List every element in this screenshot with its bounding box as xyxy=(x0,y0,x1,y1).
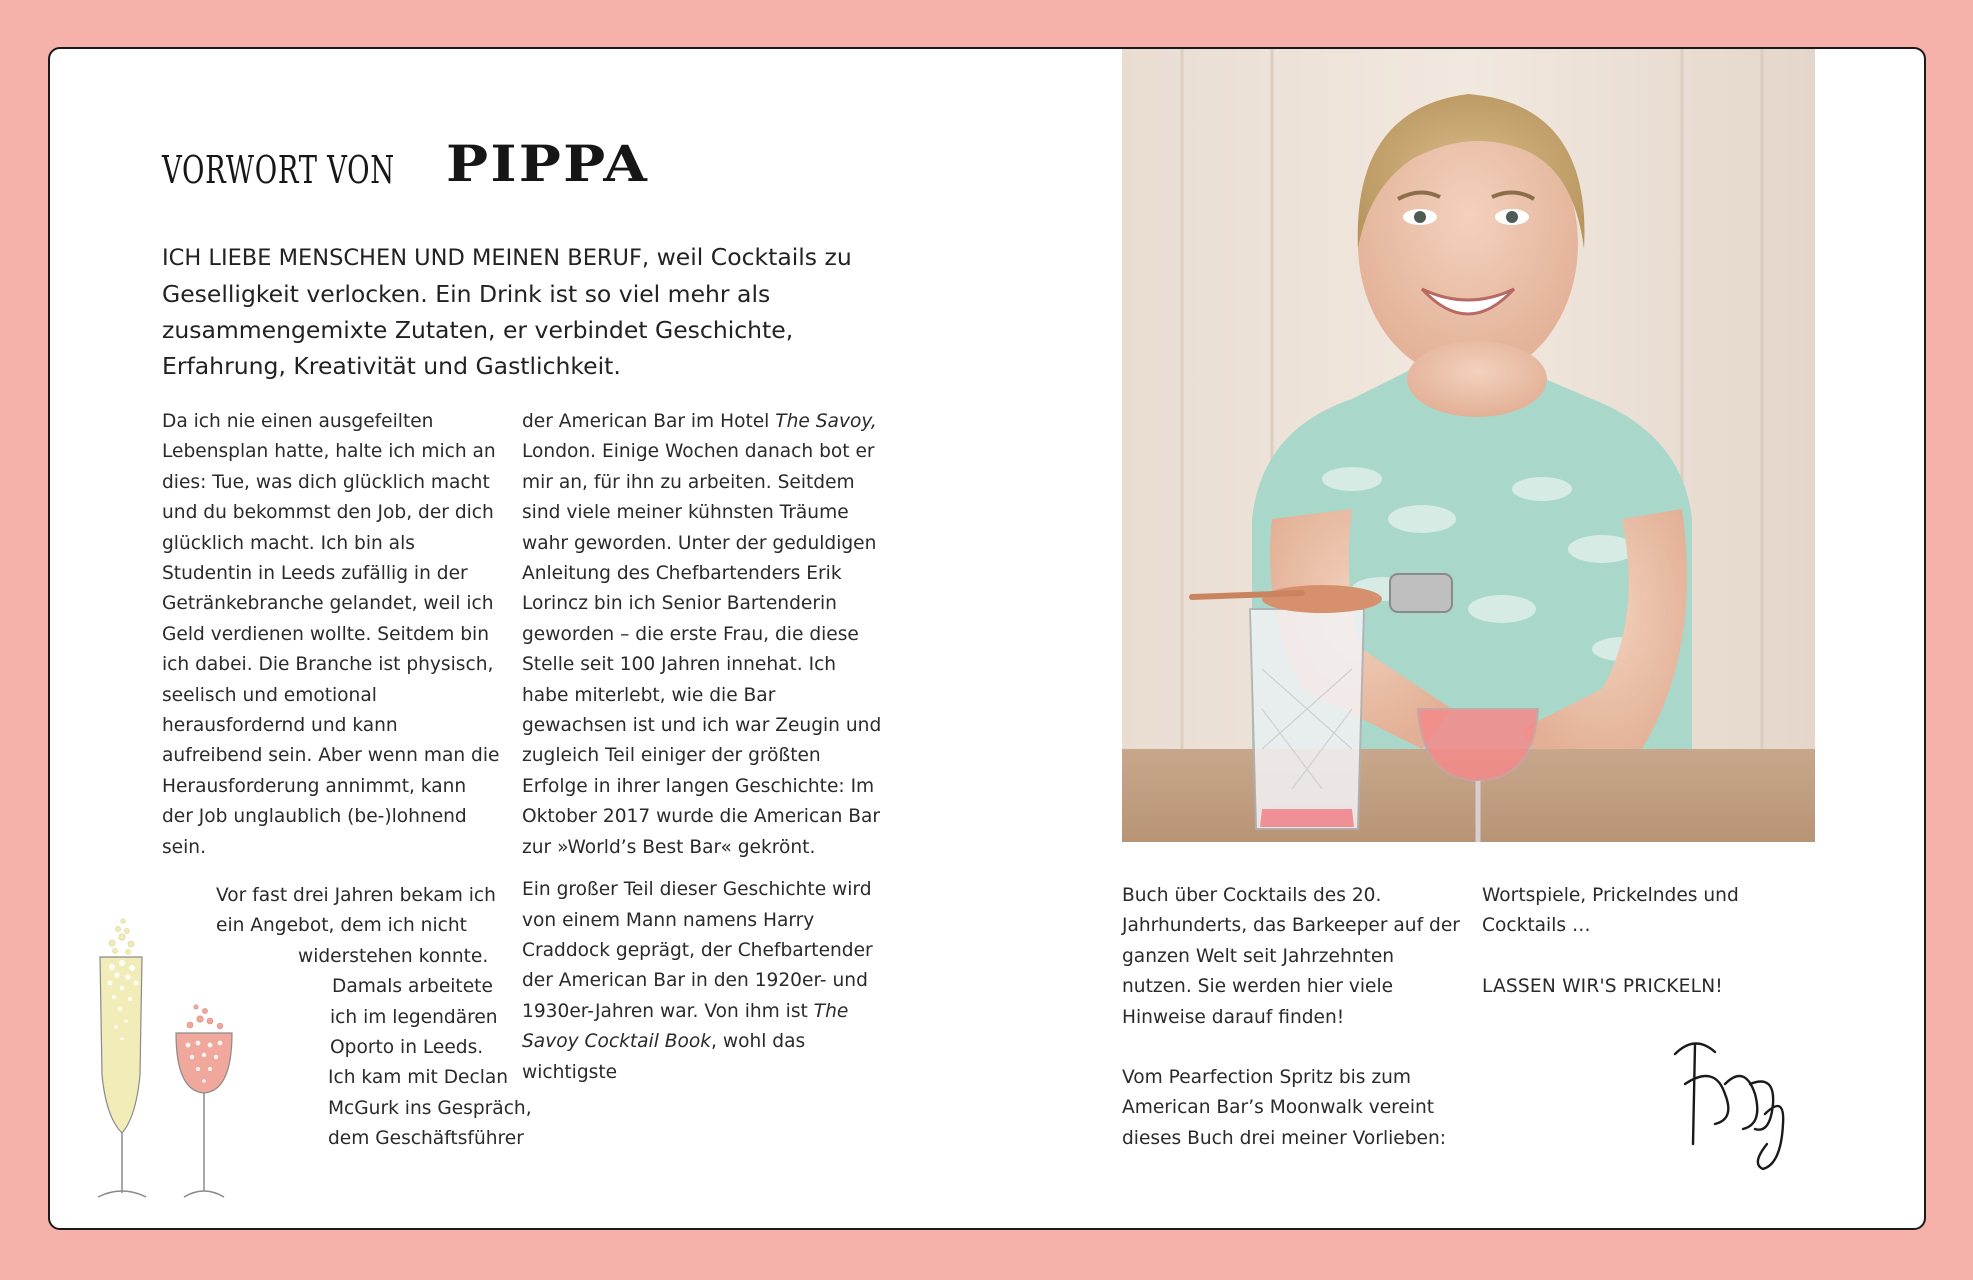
closing-line: LASSEN WIR'S PRICKELN! xyxy=(1482,975,1723,997)
title-name: PIPPA xyxy=(446,134,650,193)
book-spread xyxy=(48,47,1926,1230)
lead-text: weil Cocktails zu Geselligkeit verlocken. Ein Drink ist so viel mehr als zusammengemixte Zutaten, er verbindet Geschichte, Erfahrung, Kreativität und Gastlichkeit. xyxy=(162,243,852,380)
italic-run: The Savoy Cocktail Book xyxy=(522,1000,849,1053)
paragraph: Buch über Cocktails des 20. Jahrhunderts, das Barkeeper auf der ganzen Welt seit Jahrzehnten nutzen. Sie werden hier viele Hinweise darauf finden! xyxy=(1122,885,1460,1028)
paragraph xyxy=(522,407,882,863)
champagne-glasses-illustration xyxy=(70,885,240,1205)
text-line: Ich kam mit Declan xyxy=(328,1067,509,1089)
text-line: widerstehen konnte. xyxy=(298,945,489,967)
text-line: Damals arbeitete xyxy=(332,976,493,998)
text-line: dem Geschäftsführer xyxy=(328,1128,524,1150)
text-column-4 xyxy=(1482,881,1782,1002)
title-prefix: VORWORT VON xyxy=(162,148,395,192)
text-line: McGurk ins Gespräch, xyxy=(328,1097,532,1119)
text-line: ein Angebot, dem ich nicht xyxy=(216,915,467,937)
paragraph xyxy=(522,875,882,1088)
page-title xyxy=(162,134,650,193)
paragraph: Wortspiele, Prickelndes und Cocktails … xyxy=(1482,885,1739,937)
text-run: London. Einige Wochen danach bot er mir an, für ihn zu arbeiten. Seitdem sind viele meiner kühnsten Träume wahr geworden. Unter der geduldigen Anleitung des Chefbartenders Erik Lorincz bin ich Senior Bartenderin geworden – die erste Frau, die diese Stelle seit 100 Jahren innehat. Ich habe miterlebt, wie die Bar gewachsen ist und ich war Zeugin und zugleich Teil einiger der größten Erfolge in ihrer langen Geschichte: Im Oktober 2017 wurde die American Bar zur »World’s Best Bar« gekrönt. xyxy=(522,441,882,858)
text-column-2 xyxy=(522,407,882,1088)
text-line: ich im legendären xyxy=(330,1006,498,1028)
text-column-1 xyxy=(162,407,502,863)
text-column-3 xyxy=(1122,881,1462,1154)
text-run: Ein großer Teil dieser Geschichte wird von einem Mann namens Harry Craddock geprägt, der Chefbartender der American Bar in den 1920er- und 1930er-Jahren war. Von ihm ist xyxy=(522,879,873,1022)
text-line: Oporto in Leeds. xyxy=(330,1037,484,1059)
text-line: Vor fast drei Jahren bekam ich xyxy=(216,885,496,906)
lead-caps: ICH LIEBE MENSCHEN UND MEINEN BERUF, xyxy=(162,245,650,271)
signature xyxy=(1655,1024,1795,1174)
paragraph: Da ich nie einen ausgefeilten Lebensplan hatte, halte ich mich an dies: Tue, was dich glücklich macht und du bekommst den Job, der dich glücklich macht. Ich bin als Studentin in Leeds zufällig in der Getränkebranche gelandet, weil ich Geld verdienen wollte. Seitdem bin ich dabei. Die Branche ist physisch, seelisch und emotional herausfordernd und kann aufreibend sein. Aber wenn man die Herausforderung annimmt, kann der Job unglaublich (be-)lohnend sein. xyxy=(162,411,500,858)
bartender-photo xyxy=(1122,49,1815,842)
lead-paragraph xyxy=(162,239,882,384)
italic-run: The Savoy, xyxy=(775,411,877,432)
paragraph: Vom Pearfection Spritz bis zum American Bar’s Moonwalk vereint dieses Buch drei meiner Vorlieben: xyxy=(1122,1067,1447,1149)
text-run: , wohl das wichtigste xyxy=(522,1031,806,1083)
text-run: der American Bar im Hotel xyxy=(522,411,776,432)
